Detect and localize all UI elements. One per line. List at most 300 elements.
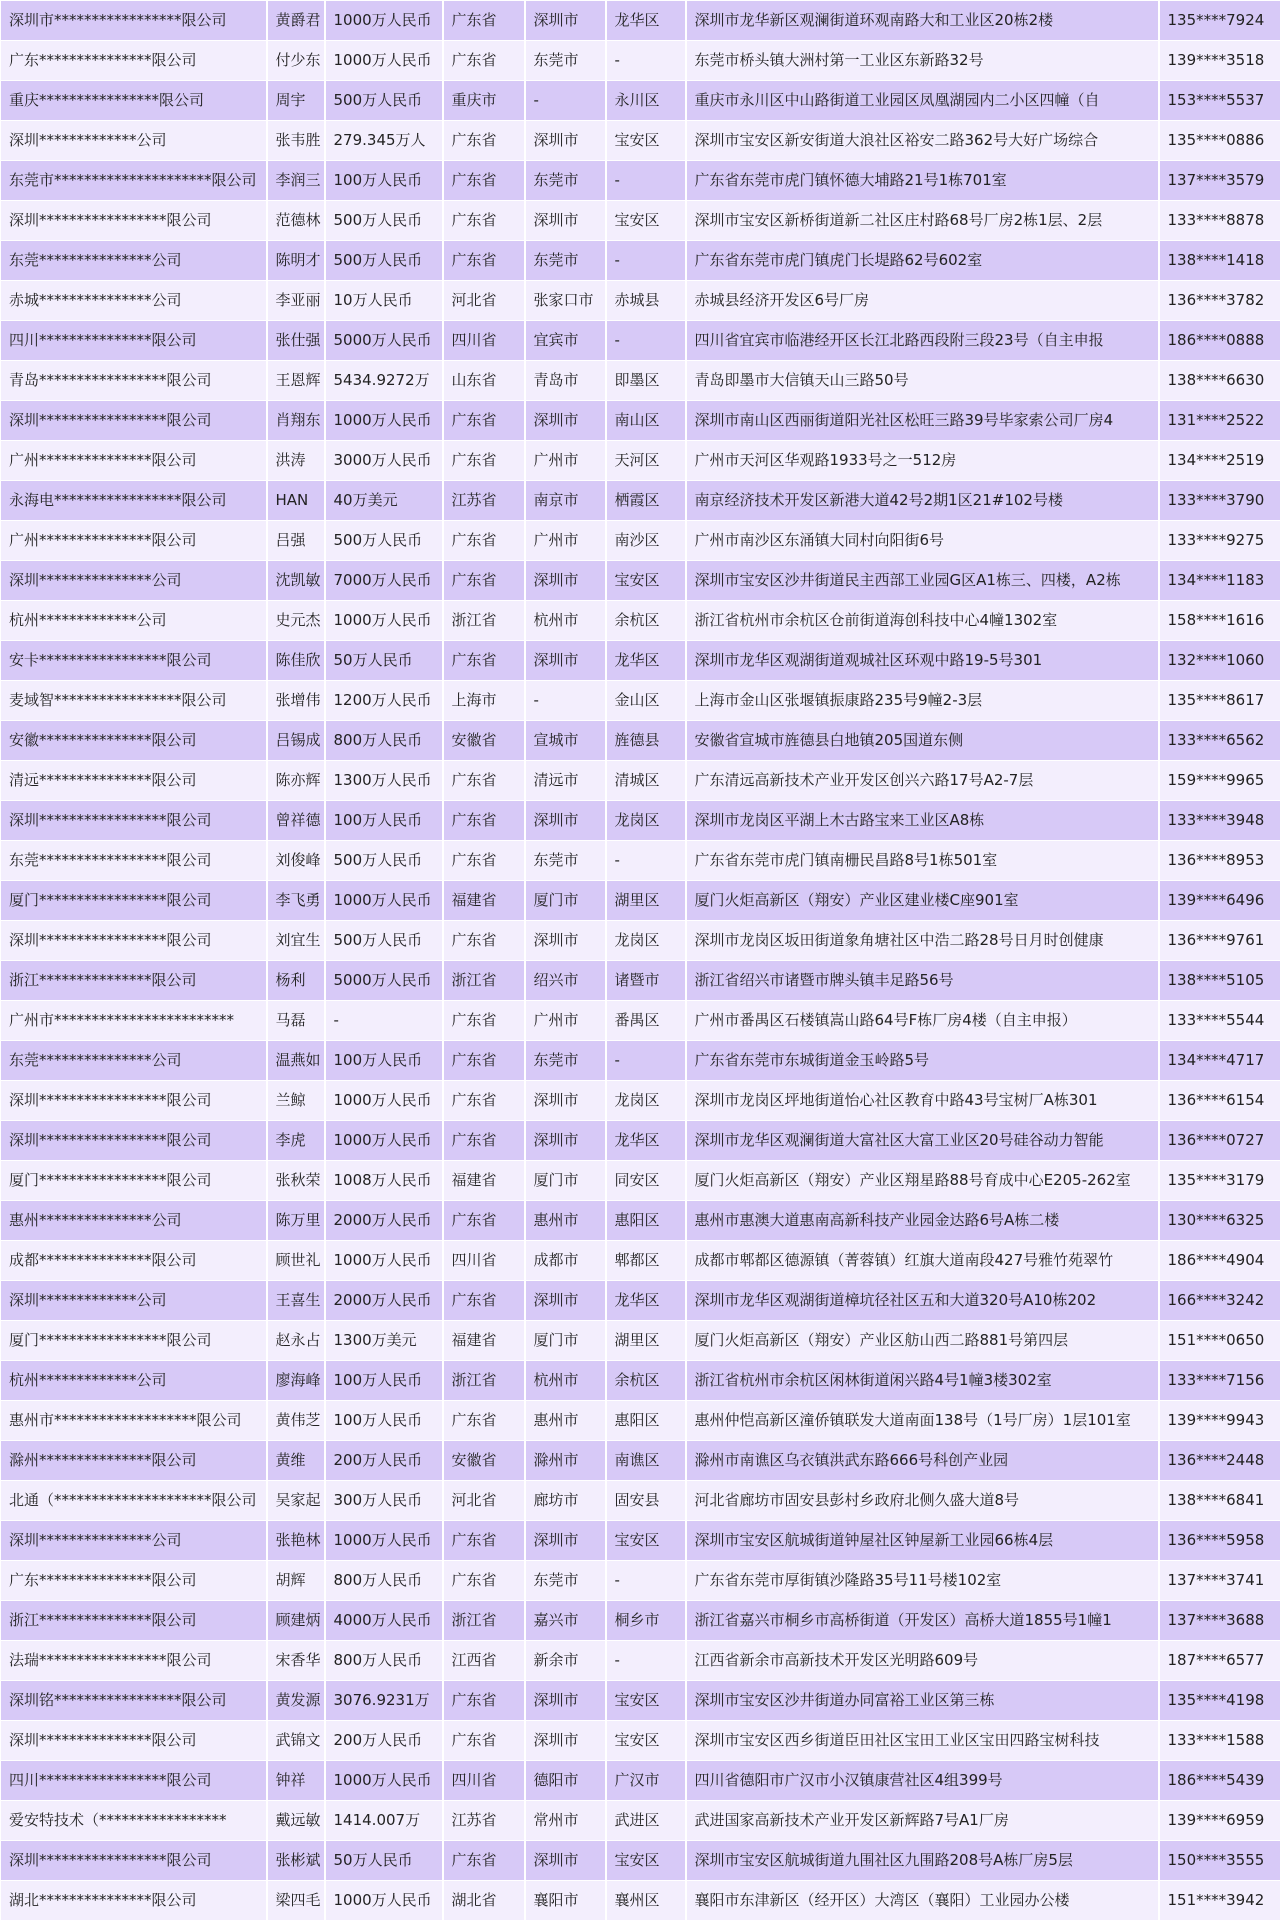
- table-row: [1, 441, 1280, 481]
- company-name-cell: 广州市************************: [1, 1001, 267, 1041]
- phone-cell: 151****3942: [1159, 1881, 1280, 1921]
- capital-cell: 1000万人民币: [325, 601, 443, 641]
- table-row: [1, 1561, 1280, 1601]
- city-cell: 深圳市: [525, 1841, 606, 1881]
- company-name-cell: 爱安特技术（*****************: [1, 1801, 267, 1841]
- city-cell: 深圳市: [525, 201, 606, 241]
- capital-cell: 500万人民币: [325, 841, 443, 881]
- company-name-cell: 深圳铭*****************限公司: [1, 1681, 267, 1721]
- phone-cell: 133****9275: [1159, 521, 1280, 561]
- company-name-cell: 广东***************限公司: [1, 1561, 267, 1601]
- capital-cell: 1414.007万: [325, 1801, 443, 1841]
- table-row: [1, 1121, 1280, 1161]
- district-cell: 宝安区: [606, 1721, 686, 1761]
- company-name-cell: 惠州***************公司: [1, 1201, 267, 1241]
- capital-cell: 1300万人民币: [325, 761, 443, 801]
- contact-name-cell: 张艳林: [267, 1521, 325, 1561]
- address-cell: 广东省东莞市厚街镇沙隆路35号11号楼102室: [686, 1561, 1159, 1601]
- capital-cell: 10万人民币: [325, 281, 443, 321]
- table-row: [1, 1681, 1280, 1721]
- table-row: [1, 1281, 1280, 1321]
- contact-name-cell: 黄维: [267, 1441, 325, 1481]
- phone-cell: 136****0727: [1159, 1121, 1280, 1161]
- province-cell: 江苏省: [443, 481, 525, 521]
- capital-cell: 1000万人民币: [325, 401, 443, 441]
- district-cell: 余杭区: [606, 601, 686, 641]
- phone-cell: 133****5544: [1159, 1001, 1280, 1041]
- province-cell: 重庆市: [443, 81, 525, 121]
- district-cell: 宝安区: [606, 121, 686, 161]
- address-cell: 广东省东莞市虎门镇虎门长堤路62号602室: [686, 241, 1159, 281]
- phone-cell: 151****0650: [1159, 1321, 1280, 1361]
- company-name-cell: 杭州*************公司: [1, 1361, 267, 1401]
- city-cell: 深圳市: [525, 1721, 606, 1761]
- table-row: [1, 1161, 1280, 1201]
- province-cell: 广东省: [443, 761, 525, 801]
- district-cell: 天河区: [606, 441, 686, 481]
- phone-cell: 150****3555: [1159, 1841, 1280, 1881]
- province-cell: 河北省: [443, 281, 525, 321]
- phone-cell: 133****3790: [1159, 481, 1280, 521]
- table-row: [1, 1361, 1280, 1401]
- district-cell: 龙岗区: [606, 1081, 686, 1121]
- province-cell: 广东省: [443, 201, 525, 241]
- city-cell: 深圳市: [525, 801, 606, 841]
- phone-cell: 136****5958: [1159, 1521, 1280, 1561]
- province-cell: 广东省: [443, 401, 525, 441]
- province-cell: 山东省: [443, 361, 525, 401]
- phone-cell: 133****7156: [1159, 1361, 1280, 1401]
- district-cell: -: [606, 241, 686, 281]
- phone-cell: 159****9965: [1159, 761, 1280, 801]
- city-cell: 张家口市: [525, 281, 606, 321]
- province-cell: 浙江省: [443, 601, 525, 641]
- capital-cell: 100万人民币: [325, 1401, 443, 1441]
- city-cell: 深圳市: [525, 1281, 606, 1321]
- table-row: [1, 41, 1280, 81]
- table-row: [1, 1641, 1280, 1681]
- company-name-cell: 深圳*****************限公司: [1, 201, 267, 241]
- city-cell: 深圳市: [525, 1081, 606, 1121]
- contact-name-cell: 张韦胜: [267, 121, 325, 161]
- province-cell: 广东省: [443, 1, 525, 41]
- phone-cell: 166****3242: [1159, 1281, 1280, 1321]
- capital-cell: 50万人民币: [325, 641, 443, 681]
- capital-cell: 2000万人民币: [325, 1281, 443, 1321]
- company-name-cell: 东莞***************公司: [1, 241, 267, 281]
- table-row: [1, 1841, 1280, 1881]
- table-row: [1, 1001, 1280, 1041]
- contact-name-cell: 陈万里: [267, 1201, 325, 1241]
- address-cell: 浙江省绍兴市诸暨市牌头镇丰足路56号: [686, 961, 1159, 1001]
- city-cell: 清远市: [525, 761, 606, 801]
- contact-name-cell: 李润三: [267, 161, 325, 201]
- contact-name-cell: 付少东: [267, 41, 325, 81]
- table-row: [1, 1, 1280, 41]
- address-cell: 浙江省杭州市余杭区闲林街道闲兴路4号1幢3楼302室: [686, 1361, 1159, 1401]
- table-row: [1, 721, 1280, 761]
- province-cell: 广东省: [443, 1721, 525, 1761]
- province-cell: 四川省: [443, 1761, 525, 1801]
- contact-name-cell: 钟祥: [267, 1761, 325, 1801]
- address-cell: 襄阳市东津新区（经开区）大湾区（襄阳）工业园办公楼: [686, 1881, 1159, 1921]
- address-cell: 惠州市惠澳大道惠南高新科技产业园金达路6号A栋二楼: [686, 1201, 1159, 1241]
- city-cell: -: [525, 81, 606, 121]
- contact-name-cell: 赵永占: [267, 1321, 325, 1361]
- company-name-cell: 浙江***************限公司: [1, 1601, 267, 1641]
- contact-name-cell: 兰鲸: [267, 1081, 325, 1121]
- phone-cell: 138****1418: [1159, 241, 1280, 281]
- capital-cell: 1000万人民币: [325, 1121, 443, 1161]
- address-cell: 东莞市桥头镇大洲村第一工业区东新路32号: [686, 41, 1159, 81]
- address-cell: 厦门火炬高新区（翔安）产业区舫山西二路881号第四层: [686, 1321, 1159, 1361]
- capital-cell: 200万人民币: [325, 1441, 443, 1481]
- province-cell: 广东省: [443, 641, 525, 681]
- city-cell: 厦门市: [525, 1161, 606, 1201]
- phone-cell: 131****2522: [1159, 401, 1280, 441]
- company-name-cell: 清远***************限公司: [1, 761, 267, 801]
- district-cell: 宝安区: [606, 1841, 686, 1881]
- contact-name-cell: 陈亦辉: [267, 761, 325, 801]
- district-cell: 南谯区: [606, 1441, 686, 1481]
- company-name-cell: 法瑞*****************限公司: [1, 1641, 267, 1681]
- table-row: [1, 1201, 1280, 1241]
- contact-name-cell: 吴家起: [267, 1481, 325, 1521]
- contact-name-cell: 宋香华: [267, 1641, 325, 1681]
- contact-name-cell: 梁四毛: [267, 1881, 325, 1921]
- company-name-cell: 四川*****************限公司: [1, 1761, 267, 1801]
- phone-cell: 137****3688: [1159, 1601, 1280, 1641]
- district-cell: 即墨区: [606, 361, 686, 401]
- table-row: [1, 601, 1280, 641]
- province-cell: 广东省: [443, 1121, 525, 1161]
- company-name-cell: 杭州*************公司: [1, 601, 267, 641]
- contact-name-cell: 范德林: [267, 201, 325, 241]
- address-cell: 深圳市龙华区观湖街道樟坑径社区五和大道320号A10栋202: [686, 1281, 1159, 1321]
- address-cell: 深圳市宝安区新安街道大浪社区裕安二路362号大好广场综合: [686, 121, 1159, 161]
- company-name-cell: 厦门*****************限公司: [1, 1321, 267, 1361]
- table-row: [1, 1801, 1280, 1841]
- phone-cell: 139****6959: [1159, 1801, 1280, 1841]
- table-row: [1, 201, 1280, 241]
- address-cell: 南京经济技术开发区新港大道42号2期1区21#102号楼: [686, 481, 1159, 521]
- table-row: [1, 681, 1280, 721]
- company-name-cell: 厦门*****************限公司: [1, 881, 267, 921]
- city-cell: 深圳市: [525, 561, 606, 601]
- address-cell: 深圳市龙岗区坪地街道怡心社区教育中路43号宝树厂A栋301: [686, 1081, 1159, 1121]
- phone-cell: 133****8878: [1159, 201, 1280, 241]
- district-cell: 宝安区: [606, 1681, 686, 1721]
- phone-cell: 186****4904: [1159, 1241, 1280, 1281]
- district-cell: 郫都区: [606, 1241, 686, 1281]
- address-cell: 赤城县经济开发区6号厂房: [686, 281, 1159, 321]
- address-cell: 深圳市宝安区西乡街道臣田社区宝田工业区宝田四路宝树科技: [686, 1721, 1159, 1761]
- capital-cell: 1000万人民币: [325, 1241, 443, 1281]
- district-cell: 金山区: [606, 681, 686, 721]
- phone-cell: 134****1183: [1159, 561, 1280, 601]
- city-cell: 宣城市: [525, 721, 606, 761]
- phone-cell: 135****8617: [1159, 681, 1280, 721]
- province-cell: 广东省: [443, 161, 525, 201]
- capital-cell: 1000万人民币: [325, 1081, 443, 1121]
- address-cell: 深圳市宝安区沙井街道办同富裕工业区第三栋: [686, 1681, 1159, 1721]
- district-cell: 番禺区: [606, 1001, 686, 1041]
- province-cell: 江苏省: [443, 1801, 525, 1841]
- contact-name-cell: 胡辉: [267, 1561, 325, 1601]
- province-cell: 广东省: [443, 1201, 525, 1241]
- contact-name-cell: 王喜生: [267, 1281, 325, 1321]
- contact-name-cell: 廖海峰: [267, 1361, 325, 1401]
- province-cell: 广东省: [443, 801, 525, 841]
- table-row: [1, 361, 1280, 401]
- district-cell: 诸暨市: [606, 961, 686, 1001]
- contact-name-cell: 黄爵君: [267, 1, 325, 41]
- province-cell: 安徽省: [443, 721, 525, 761]
- company-name-cell: 东莞市*********************限公司: [1, 161, 267, 201]
- capital-cell: 300万人民币: [325, 1481, 443, 1521]
- city-cell: 宜宾市: [525, 321, 606, 361]
- table-row: [1, 1321, 1280, 1361]
- phone-cell: 135****3179: [1159, 1161, 1280, 1201]
- table-row: [1, 561, 1280, 601]
- city-cell: 东莞市: [525, 241, 606, 281]
- company-name-cell: 深圳*****************限公司: [1, 801, 267, 841]
- address-cell: 广东省东莞市虎门镇怀德大埔路21号1栋701室: [686, 161, 1159, 201]
- district-cell: -: [606, 41, 686, 81]
- district-cell: 旌德县: [606, 721, 686, 761]
- company-name-cell: 安卡*****************限公司: [1, 641, 267, 681]
- district-cell: -: [606, 1561, 686, 1601]
- contact-name-cell: 李虎: [267, 1121, 325, 1161]
- table-row: [1, 1041, 1280, 1081]
- city-cell: 襄阳市: [525, 1881, 606, 1921]
- contact-name-cell: 陈明才: [267, 241, 325, 281]
- province-cell: 广东省: [443, 1041, 525, 1081]
- district-cell: 赤城县: [606, 281, 686, 321]
- capital-cell: 2000万人民币: [325, 1201, 443, 1241]
- address-cell: 深圳市龙华新区观澜街道环观南路大和工业区20栋2楼: [686, 1, 1159, 41]
- province-cell: 广东省: [443, 41, 525, 81]
- address-cell: 广州市番禺区石楼镇嵩山路64号F栋厂房4楼（自主申报）: [686, 1001, 1159, 1041]
- phone-cell: 187****6577: [1159, 1641, 1280, 1681]
- contact-name-cell: 洪涛: [267, 441, 325, 481]
- city-cell: 德阳市: [525, 1761, 606, 1801]
- phone-cell: 158****1616: [1159, 601, 1280, 641]
- contact-name-cell: 肖翔东: [267, 401, 325, 441]
- capital-cell: 500万人民币: [325, 921, 443, 961]
- city-cell: 成都市: [525, 1241, 606, 1281]
- capital-cell: 1200万人民币: [325, 681, 443, 721]
- province-cell: 四川省: [443, 321, 525, 361]
- company-name-cell: 深圳市*****************限公司: [1, 1, 267, 41]
- company-name-cell: 麦域智*****************限公司: [1, 681, 267, 721]
- capital-cell: 1000万人民币: [325, 1881, 443, 1921]
- phone-cell: 139****6496: [1159, 881, 1280, 921]
- district-cell: -: [606, 321, 686, 361]
- province-cell: 江西省: [443, 1641, 525, 1681]
- province-cell: 福建省: [443, 1161, 525, 1201]
- table-row: [1, 401, 1280, 441]
- province-cell: 浙江省: [443, 961, 525, 1001]
- company-name-cell: 深圳*****************限公司: [1, 1081, 267, 1121]
- company-name-cell: 深圳*****************限公司: [1, 921, 267, 961]
- table-row: [1, 1481, 1280, 1521]
- capital-cell: -: [325, 1001, 443, 1041]
- capital-cell: 1300万美元: [325, 1321, 443, 1361]
- city-cell: 东莞市: [525, 841, 606, 881]
- city-cell: 广州市: [525, 1001, 606, 1041]
- province-cell: 广东省: [443, 521, 525, 561]
- district-cell: 南沙区: [606, 521, 686, 561]
- address-cell: 武进国家高新技术产业开发区新辉路7号A1厂房: [686, 1801, 1159, 1841]
- district-cell: 惠阳区: [606, 1401, 686, 1441]
- phone-cell: 136****9761: [1159, 921, 1280, 961]
- district-cell: -: [606, 841, 686, 881]
- table-row: [1, 641, 1280, 681]
- phone-cell: 135****0886: [1159, 121, 1280, 161]
- city-cell: 绍兴市: [525, 961, 606, 1001]
- contact-name-cell: 吕锡成: [267, 721, 325, 761]
- district-cell: 武进区: [606, 1801, 686, 1841]
- address-cell: 深圳市龙岗区坂田街道象角塘社区中浩二路28号日月时创健康: [686, 921, 1159, 961]
- contact-name-cell: 戴远敏: [267, 1801, 325, 1841]
- province-cell: 广东省: [443, 1281, 525, 1321]
- district-cell: 襄州区: [606, 1881, 686, 1921]
- company-name-cell: 东莞***************公司: [1, 1041, 267, 1081]
- contact-name-cell: 黄伟芝: [267, 1401, 325, 1441]
- capital-cell: 100万人民币: [325, 1041, 443, 1081]
- capital-cell: 100万人民币: [325, 161, 443, 201]
- address-cell: 广州市南沙区东涌镇大同村向阳街6号: [686, 521, 1159, 561]
- city-cell: 深圳市: [525, 1, 606, 41]
- capital-cell: 1000万人民币: [325, 41, 443, 81]
- capital-cell: 3076.9231万: [325, 1681, 443, 1721]
- capital-cell: 5434.9272万: [325, 361, 443, 401]
- province-cell: 广东省: [443, 1841, 525, 1881]
- company-name-cell: 滁州***************限公司: [1, 1441, 267, 1481]
- contact-name-cell: 张秋荣: [267, 1161, 325, 1201]
- province-cell: 浙江省: [443, 1361, 525, 1401]
- company-name-cell: 成都***************限公司: [1, 1241, 267, 1281]
- capital-cell: 3000万人民币: [325, 441, 443, 481]
- city-cell: 广州市: [525, 521, 606, 561]
- address-cell: 四川省宜宾市临港经开区长江北路西段附三段23号（自主申报: [686, 321, 1159, 361]
- capital-cell: 1000万人民币: [325, 1521, 443, 1561]
- table-row: [1, 801, 1280, 841]
- address-cell: 深圳市南山区西丽街道阳光社区松旺三路39号毕家索公司厂房4: [686, 401, 1159, 441]
- capital-cell: 5000万人民币: [325, 321, 443, 361]
- table-row: [1, 1521, 1280, 1561]
- city-cell: 深圳市: [525, 1121, 606, 1161]
- province-cell: 河北省: [443, 1481, 525, 1521]
- capital-cell: 500万人民币: [325, 521, 443, 561]
- province-cell: 四川省: [443, 1241, 525, 1281]
- company-name-cell: 赤城***************公司: [1, 281, 267, 321]
- capital-cell: 500万人民币: [325, 241, 443, 281]
- city-cell: 常州市: [525, 1801, 606, 1841]
- table-row: [1, 281, 1280, 321]
- capital-cell: 100万人民币: [325, 801, 443, 841]
- province-cell: 广东省: [443, 1521, 525, 1561]
- capital-cell: 50万人民币: [325, 1841, 443, 1881]
- address-cell: 成都市郫都区德源镇（菁蓉镇）红旗大道南段427号雅竹苑翠竹: [686, 1241, 1159, 1281]
- district-cell: 同安区: [606, 1161, 686, 1201]
- capital-cell: 800万人民币: [325, 1641, 443, 1681]
- address-cell: 深圳市宝安区航城街道钟屋社区钟屋新工业园66栋4层: [686, 1521, 1159, 1561]
- phone-cell: 133****3948: [1159, 801, 1280, 841]
- address-cell: 厦门火炬高新区（翔安）产业区翔星路88号育成中心E205-262室: [686, 1161, 1159, 1201]
- district-cell: 栖霞区: [606, 481, 686, 521]
- company-name-cell: 深圳*****************限公司: [1, 1841, 267, 1881]
- city-cell: 深圳市: [525, 401, 606, 441]
- phone-cell: 136****2448: [1159, 1441, 1280, 1481]
- city-cell: 惠州市: [525, 1201, 606, 1241]
- table-row: [1, 1241, 1280, 1281]
- capital-cell: 40万美元: [325, 481, 443, 521]
- city-cell: 广州市: [525, 441, 606, 481]
- province-cell: 广东省: [443, 561, 525, 601]
- table-row: [1, 121, 1280, 161]
- capital-cell: 100万人民币: [325, 1361, 443, 1401]
- address-cell: 青岛即墨市大信镇天山三路50号: [686, 361, 1159, 401]
- phone-cell: 133****1588: [1159, 1721, 1280, 1761]
- province-cell: 广东省: [443, 1081, 525, 1121]
- company-name-cell: 东莞*****************限公司: [1, 841, 267, 881]
- district-cell: 南山区: [606, 401, 686, 441]
- company-name-cell: 厦门*****************限公司: [1, 1161, 267, 1201]
- contact-name-cell: 周宇: [267, 81, 325, 121]
- company-name-cell: 重庆****************限公司: [1, 81, 267, 121]
- province-cell: 浙江省: [443, 1601, 525, 1641]
- capital-cell: 7000万人民币: [325, 561, 443, 601]
- table-row: [1, 81, 1280, 121]
- table-row: [1, 321, 1280, 361]
- phone-cell: 186****0888: [1159, 321, 1280, 361]
- phone-cell: 135****4198: [1159, 1681, 1280, 1721]
- table-row: [1, 1601, 1280, 1641]
- capital-cell: 279.345万人: [325, 121, 443, 161]
- province-cell: 广东省: [443, 1001, 525, 1041]
- province-cell: 福建省: [443, 881, 525, 921]
- phone-cell: 137****3579: [1159, 161, 1280, 201]
- contact-name-cell: HAN: [267, 481, 325, 521]
- company-name-cell: 深圳*************公司: [1, 121, 267, 161]
- phone-cell: 136****6154: [1159, 1081, 1280, 1121]
- company-table-body: [1, 1, 1280, 1921]
- city-cell: 深圳市: [525, 1681, 606, 1721]
- company-name-cell: 广东***************限公司: [1, 41, 267, 81]
- address-cell: 浙江省杭州市余杭区仓前街道海创科技中心4幢1302室: [686, 601, 1159, 641]
- phone-cell: 135****7924: [1159, 1, 1280, 41]
- contact-name-cell: 杨利: [267, 961, 325, 1001]
- company-name-cell: 深圳***************限公司: [1, 1721, 267, 1761]
- contact-name-cell: 顾世礼: [267, 1241, 325, 1281]
- contact-name-cell: 张仕强: [267, 321, 325, 361]
- district-cell: 宝安区: [606, 561, 686, 601]
- contact-name-cell: 史元杰: [267, 601, 325, 641]
- district-cell: -: [606, 1041, 686, 1081]
- district-cell: 龙华区: [606, 1121, 686, 1161]
- district-cell: 龙岗区: [606, 921, 686, 961]
- address-cell: 滁州市南谯区乌衣镇洪武东路666号科创产业园: [686, 1441, 1159, 1481]
- company-name-cell: 广州***************限公司: [1, 521, 267, 561]
- table-row: [1, 1081, 1280, 1121]
- table-row: [1, 241, 1280, 281]
- district-cell: 清城区: [606, 761, 686, 801]
- table-row: [1, 961, 1280, 1001]
- contact-name-cell: 沈凯敏: [267, 561, 325, 601]
- table-row: [1, 1721, 1280, 1761]
